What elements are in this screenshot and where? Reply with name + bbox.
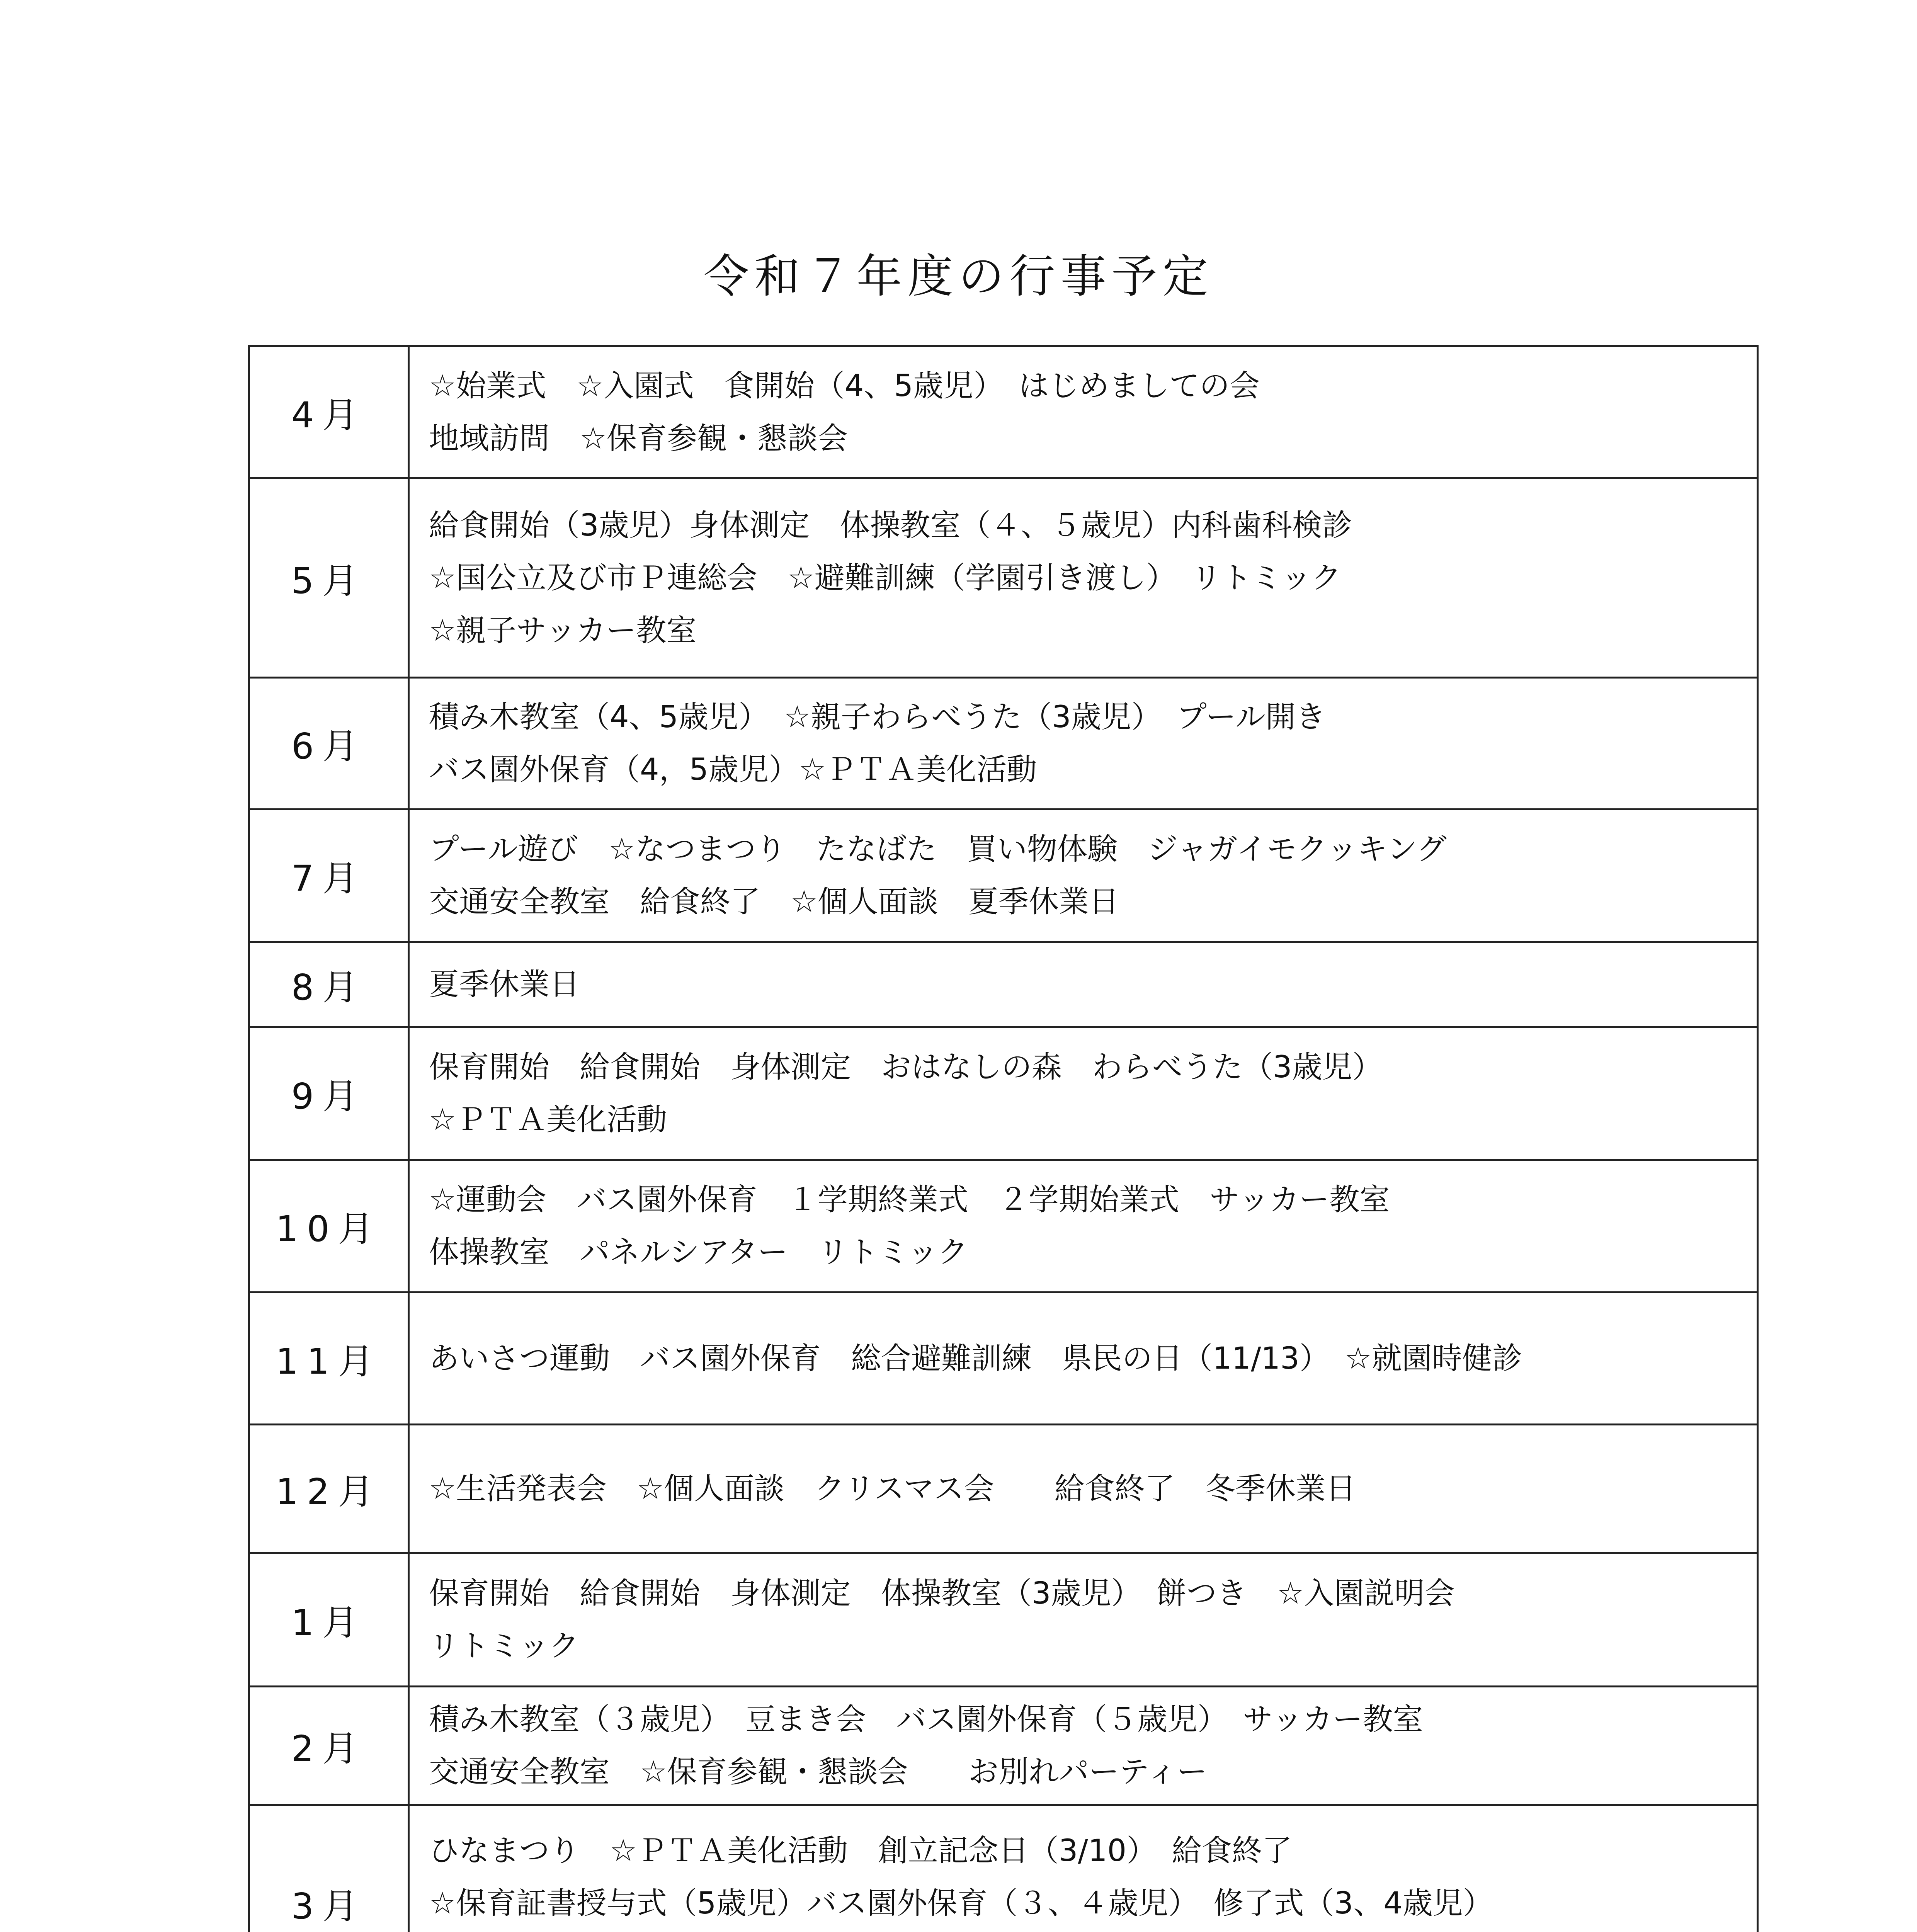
events-cell — [409, 1805, 1758, 1932]
table-row — [249, 810, 1758, 942]
table-row — [249, 346, 1758, 478]
table-row — [249, 942, 1758, 1027]
event-line: 夏季休業日 — [429, 967, 580, 1002]
month-cell: 7月 — [249, 810, 409, 942]
month-cell: 11月 — [249, 1293, 409, 1425]
table-row — [249, 478, 1758, 678]
month-cell: 2月 — [249, 1687, 409, 1805]
events-cell — [409, 1160, 1758, 1293]
event-line: ☆生活発表会 ☆個人面談 クリスマス会 給食終了 冬季休業日 — [429, 1471, 1356, 1506]
month-cell: 12月 — [249, 1425, 409, 1553]
event-line: 交通安全教室 給食終了 ☆個人面談 夏季休業日 — [429, 884, 1119, 919]
events-cell — [409, 678, 1758, 810]
page-title: 令和７年度の行事予定 — [703, 250, 1214, 303]
event-line: プール遊び ☆なつまつり たなばた 買い物体験 ジャガイモクッキング — [429, 832, 1447, 867]
event-line: ☆運動会 バス園外保育 １学期終業式 ２学期始業式 サッカー教室 — [429, 1182, 1390, 1217]
event-line: ☆ＰＴＡ美化活動 — [429, 1102, 667, 1137]
event-line: あいさつ運動 バス園外保育 総合避難訓練 県民の日（11/13） ☆就園時健診 — [429, 1341, 1522, 1376]
event-line — [429, 1930, 1749, 1932]
event-line: 地域訪問 ☆保育参観・懇談会 — [429, 421, 848, 456]
event-line: ☆保育証書授与式（5歳児）バス園外保育（３、４歳児） 修了式（3、4歳児） — [429, 1886, 1493, 1921]
events-cell — [409, 1553, 1758, 1687]
table-row — [249, 1805, 1758, 1932]
event-line: バス園外保育（4，5歳児）☆ＰＴＡ美化活動 — [429, 752, 1037, 787]
events-cell — [409, 478, 1758, 678]
event-line: 積み木教室（4、5歳児） ☆親子わらべうた（3歳児） プール開き — [429, 700, 1326, 735]
table-row — [249, 678, 1758, 810]
events-cell — [409, 1687, 1758, 1805]
schedule-table — [248, 345, 1759, 1932]
month-cell: 5月 — [249, 478, 409, 678]
table-row — [249, 1687, 1758, 1805]
event-line: ひなまつり ☆ＰＴＡ美化活動 創立記念日（3/10） 給食終了 — [429, 1833, 1293, 1868]
events-cell — [409, 1027, 1758, 1160]
table-row — [249, 1425, 1758, 1553]
event-line: ☆親子サッカー教室 — [429, 613, 697, 648]
table-row — [249, 1553, 1758, 1687]
month-cell: 4月 — [249, 346, 409, 478]
event-line: 保育開始 給食開始 身体測定 おはなしの森 わらべうた（3歳児） — [429, 1050, 1383, 1085]
event-line: リトミック — [429, 1629, 579, 1663]
event-line: ☆国公立及び市Ｐ連総会 ☆避難訓練（学園引き渡し） リトミック — [429, 560, 1342, 595]
month-cell: 1月 — [249, 1553, 409, 1687]
event-line: ☆始業式 ☆入園式 食開始（4、5歳児） はじめましての会 — [429, 368, 1260, 403]
table-row — [249, 1027, 1758, 1160]
events-cell — [409, 1425, 1758, 1553]
month-cell: 6月 — [249, 678, 409, 810]
events-cell — [409, 810, 1758, 942]
event-line: 体操教室 パネルシアター リトミック — [429, 1235, 968, 1270]
table-row — [249, 1160, 1758, 1293]
events-cell — [409, 942, 1758, 1027]
event-line: 交通安全教室 ☆保育参観・懇談会 お別れパーティー — [429, 1755, 1207, 1789]
events-cell — [409, 1293, 1758, 1425]
month-cell: 9月 — [249, 1027, 409, 1160]
month-cell: 3月 — [249, 1805, 409, 1932]
table-row — [249, 1293, 1758, 1425]
events-cell — [409, 346, 1758, 478]
event-line: 積み木教室（３歳児） 豆まき会 バス園外保育（５歳児） サッカー教室 — [429, 1702, 1423, 1737]
month-cell: 8月 — [249, 942, 409, 1027]
event-line: 給食開始（3歳児）身体測定 体操教室（４、５歳児）内科歯科検診 — [429, 508, 1352, 543]
event-line: 保育開始 給食開始 身体測定 体操教室（3歳児） 餅つき ☆入園説明会 — [429, 1576, 1455, 1611]
month-cell: 10月 — [249, 1160, 409, 1293]
